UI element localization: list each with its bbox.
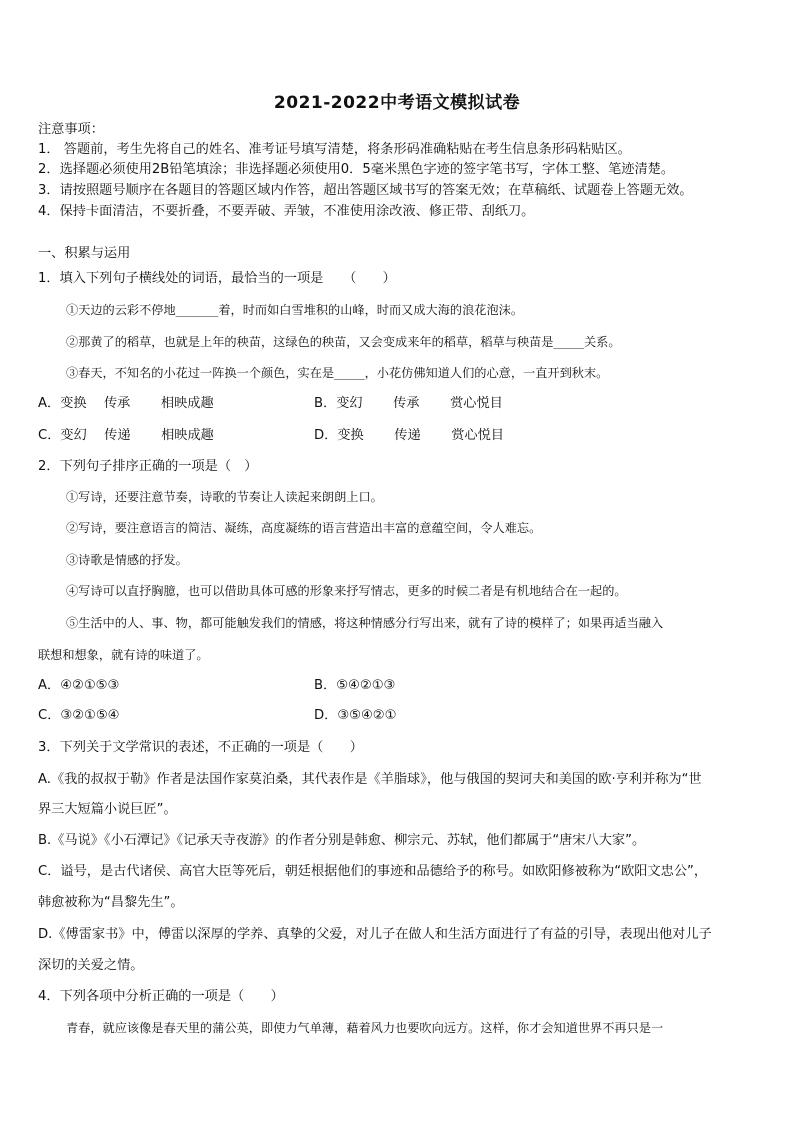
option-c[interactable]: C．变幻 传递 相映成趣 [38,428,214,443]
option-a-cont: 界三大短篇小说巨匠”。 [38,802,177,817]
question-stem: 4．下列各项中分析正确的一项是（ ） [38,989,284,1004]
question-line: 联想和想象，就有诗的味道了。 [38,648,209,662]
page-title: 2021-2022中考语文模拟试卷 [273,93,521,113]
option-a[interactable]: A.《我的叔叔于勒》作者是法国作家莫泊桑，其代表作是《羊脂球》，他与俄国的契诃夫和美国的欧·亨利并称为“世 [38,772,702,787]
option-b[interactable]: B．⑤④②①③ [314,678,396,693]
option-c[interactable]: C．③②①⑤④ [38,708,120,723]
question-line: ④写诗可以直抒胸臆，也可以借助具体可感的形象来抒写情志，更多的时候二者是有机地结合在一起的。 [66,584,627,598]
option-b[interactable]: B.《马说》《小石潭记》《记承天寺夜游》的作者分别是韩愈、柳宗元、苏轼，他们都属于“唐宋八大家”。 [38,833,646,848]
question-stem: 3．下列关于文学常识的表述，不正确的一项是（ ） [38,740,363,755]
option-a[interactable]: A．④②①⑤③ [38,678,120,693]
option-a[interactable]: A．变换 传承 相映成趣 [38,396,214,411]
question-line: ⑤生活中的人、事、物，都可能触发我们的情感，将这种情感分行写出来，就有了诗的模样了；如果再适当融入 [66,616,664,630]
option-c[interactable]: C．谥号，是古代诸侯、高官大臣等死后，朝廷根据他们的事迹和品德给予的称号。如欧阳修被称为“欧阳文忠公”， [38,864,708,879]
question-line: ②那黄了的稻草，也就是上年的秧苗，这绿色的秧苗，又会变成来年的稻草，稻草与秧苗是_____关系。 [66,335,621,349]
question-line: ②写诗，要注意语言的简洁、凝练，高度凝练的语言营造出丰富的意蕴空间，令人难忘。 [66,521,542,535]
option-d[interactable]: D．变换 传递 赏心悦目 [314,428,504,443]
question-line: ③春天，不知名的小花过一阵换一个颜色，实在是_____，小花仿佛知道人们的心意，一直开到秋末。 [66,366,609,380]
option-c-cont: 韩愈被称为“昌黎先生”。 [38,895,184,910]
question-line: 青春，就应该像是春天里的蒲公英，即使力气单薄，藉着风力也要吹向远方。这样，你才会知道世界不再只是一 [66,1021,664,1035]
note-item: 4．保持卡面清洁，不要折叠，不要弄破、弄皱，不准使用涂改液、修正带、刮纸刀。 [38,204,535,219]
section-heading: 一、积累与运用 [38,246,131,261]
option-d[interactable]: D．③⑤④②① [314,708,397,723]
notes-heading: 注意事项： [38,122,104,137]
question-stem: 1．填入下列句子横线处的词语，最恰当的一项是 （ ） [38,271,396,286]
note-item: 2．选择题必须使用2B铅笔填涂；非选择题必须使用0．5毫米黑色字迹的签字笔书写，字体工整、笔迹清楚。 [38,162,675,177]
question-line: ①天边的云彩不停地_______着，时而如白雪堆积的山峰，时而又成大海的浪花泡沫。 [66,303,524,317]
note-item: 1． 答题前，考生先将自己的姓名、准考证号填写清楚，将条形码准确粘贴在考生信息条形码粘贴区。 [38,142,631,157]
question-line: ③诗歌是情感的抒发。 [66,553,188,567]
question-stem: 2．下列句子排序正确的一项是（ ） [38,459,258,474]
question-line: ①写诗，还要注意节奏，诗歌的节奏让人读起来朗朗上口。 [66,490,383,504]
option-b[interactable]: B．变幻 传承 赏心悦目 [314,396,503,411]
note-item: 3．请按照题号顺序在各题目的答题区域内作答，超出答题区域书写的答案无效；在草稿纸、试题卷上答题无效。 [38,183,693,198]
option-d-cont: 深切的关爱之情。 [38,958,144,973]
option-d[interactable]: D.《傅雷家书》中，傅雷以深厚的学养、真挚的父爱，对儿子在做人和生活方面进行了有益的引导，表现出他对儿子 [38,927,712,942]
